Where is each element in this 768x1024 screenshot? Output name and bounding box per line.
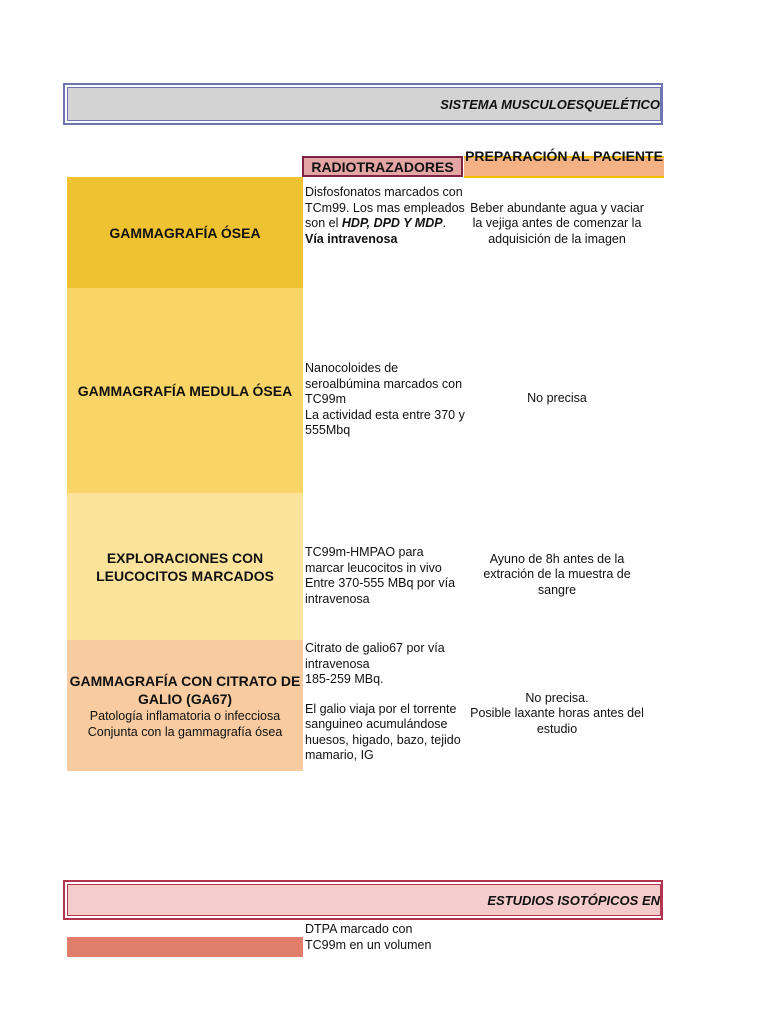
row-subtitle: Patología inflamatoria o infecciosa Conjunta con la gammagrafía ósea xyxy=(87,708,283,739)
radio-emphasis: HDP, DPD Y MDP xyxy=(341,216,443,230)
row-radiotracer-bone-scan xyxy=(305,185,465,247)
header-radiotracers: RADIOTRAZADORES xyxy=(302,156,463,177)
radio-text: Citrato de galio67 por vía intravenosa xyxy=(305,641,445,671)
row-prep-gallium xyxy=(464,691,650,737)
radio-activity: Entre 370-555 MBq por vía intravenosa xyxy=(305,576,456,606)
row-radiotracer-bone-marrow xyxy=(305,361,465,439)
row-prep-bone-marrow xyxy=(464,391,650,407)
row-label-bone-scan xyxy=(67,177,303,288)
radio-text-2: TC99m en un volumen xyxy=(305,937,432,952)
section-banner-isotopic-studies xyxy=(63,880,663,920)
row-prep-bone-scan xyxy=(464,201,650,247)
radio-text: TC99m-HMPAO para marcar leucocitos in vivo xyxy=(305,545,442,575)
prep-text: Ayuno de 8h antes de la extración de la muestra de sangre xyxy=(483,551,631,597)
section-banner-musculoskeletal xyxy=(63,83,663,125)
section-title: ESTUDIOS ISOTÓPICOS EN xyxy=(487,892,660,908)
section-title: SISTEMA MUSCULOESQUELÉTICO xyxy=(440,96,660,112)
radio-text-end: . xyxy=(442,216,447,230)
prep-text: No precisa xyxy=(527,391,587,406)
row-title: GAMMAGRAFÍA ÓSEA xyxy=(109,224,261,241)
row-label-leukocytes xyxy=(67,493,303,640)
header-patient-prep: PREPARACIÓN AL PACIENTE xyxy=(464,156,664,178)
row-radiotracer-leukocytes xyxy=(305,545,465,607)
row-label-bone-marrow-scan xyxy=(67,288,303,493)
radio-activity: 185-259 MBq. xyxy=(305,672,384,686)
prep-text: No precisa. xyxy=(525,690,589,705)
row-prep-leukocytes xyxy=(464,552,650,598)
radio-route: Vía intravenosa xyxy=(305,231,398,246)
row-label-partial xyxy=(67,937,303,957)
row-title: GAMMAGRAFÍA MEDULA ÓSEA xyxy=(77,382,293,399)
row-label-gallium xyxy=(67,640,303,771)
prep-note: Posible laxante horas antes del estudio xyxy=(470,706,644,736)
radio-activity: La actividad esta entre 370 y 555Mbq xyxy=(305,407,465,437)
row-radiotracer-gallium xyxy=(305,641,465,773)
row-radiotracer-partial xyxy=(305,922,465,958)
row-title: EXPLORACIONES CON LEUCOCITOS MARCADOS xyxy=(96,549,274,584)
radio-text: Disfosfonatos marcados con TCm99. Los mas empleados son el xyxy=(305,185,465,230)
prep-text: Beber abundante agua y vaciar la vejiga antes de comenzar la adquisición de la imagen xyxy=(470,200,644,246)
row-title: GAMMAGRAFÍA CON CITRATO DE GALIO (GA67) xyxy=(69,672,301,707)
radio-text: Nanocoloides de seroalbúmina marcados con TC99m xyxy=(305,361,463,406)
radio-text: DTPA marcado con xyxy=(305,922,413,936)
radio-note: El galio viaja por el torrente sanguineo acumulándose huesos, higado, bazo, tejido mamario, IG xyxy=(305,701,461,762)
